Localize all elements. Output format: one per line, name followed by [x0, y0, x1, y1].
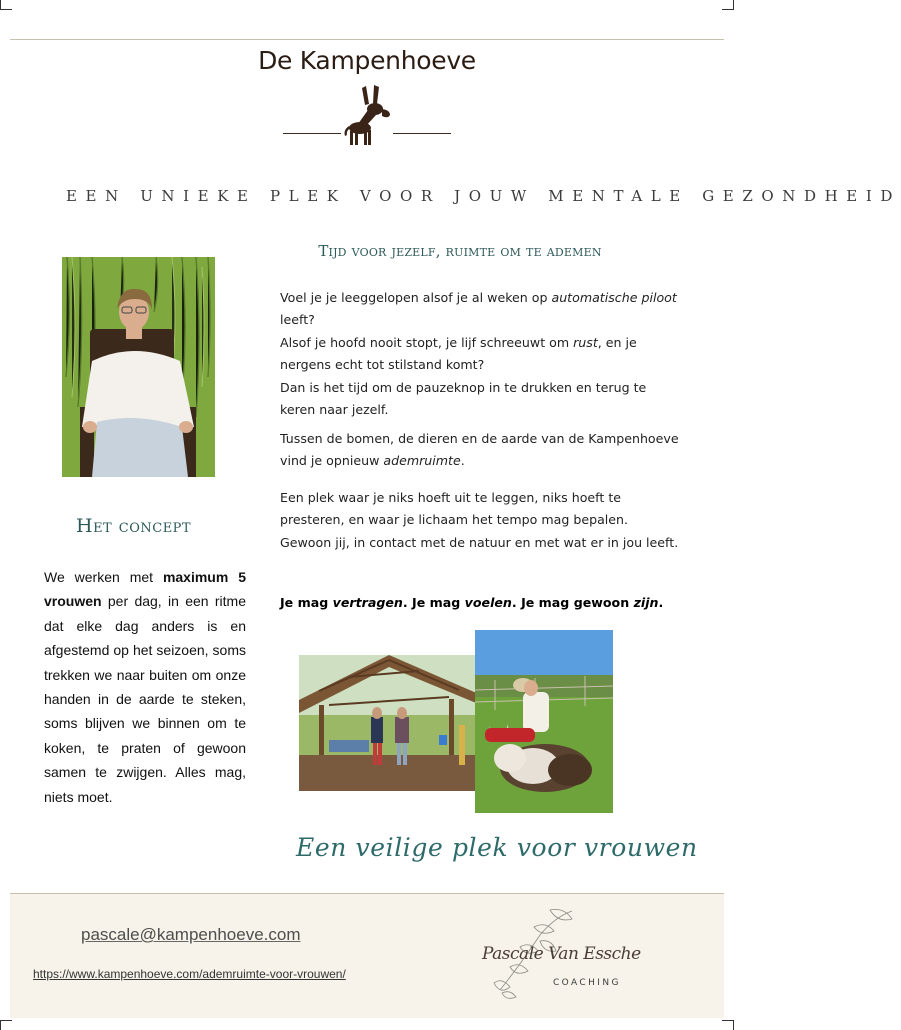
- intro-text: Je mag: [280, 595, 333, 610]
- intro-text: Alsof je hoofd nooit stopt, je lijf schreeuwt om: [280, 334, 574, 350]
- intro-text: Voel je je leeggelopen alsof je al weken op: [280, 290, 552, 305]
- intro-italic: automatische piloot: [551, 290, 677, 305]
- intro-text: . Je mag: [402, 595, 465, 610]
- donkey-icon: [338, 82, 398, 148]
- tagline-row: [50, 183, 901, 209]
- intro-italic: zijn: [633, 595, 659, 610]
- intro-text: .: [460, 453, 465, 469]
- pavilion-photo: [299, 655, 481, 791]
- intro-paragraph-3: Een plek waar je niks hoeft uit te leggen, niks hoeft te presteren, en waar je lichaam het tempo mag bepalen. Gewoon jij, in contact met de natuur en met wat er in jou leeft.: [280, 490, 679, 550]
- website-link[interactable]: https://www.kampenhoeve.com/ademruimte-voor-vrouwen/: [33, 967, 346, 981]
- intro-paragraph-1: [280, 287, 680, 421]
- brand-name: De Kampenhoeve: [258, 46, 476, 75]
- concept-body: [44, 565, 246, 809]
- crop-mark-top-right: [722, 0, 734, 10]
- crop-mark-top-left: [0, 0, 12, 10]
- tagline-text: EEN UNIEKE PLEK VOOR JOUW MENTALE GEZONDHEID: [66, 187, 901, 205]
- header-divider: [10, 39, 724, 40]
- intro-text: Dan is het tijd om de pauzeknop in te drukken en terug te keren naar jezelf.: [280, 379, 647, 418]
- crop-mark-bottom-left: [0, 1020, 12, 1030]
- donkey-photo: [475, 630, 613, 813]
- intro-italic: vertragen: [332, 595, 403, 610]
- logo-rule-left: [283, 133, 341, 134]
- intro-italic: rust: [573, 334, 598, 350]
- intro-paragraph-2: [280, 428, 680, 473]
- intro-paragraph-4: [280, 592, 680, 614]
- logo-rule-right: [393, 133, 451, 134]
- signature-subtitle: COACHING: [553, 978, 621, 988]
- portrait-photo: [62, 257, 215, 477]
- intro-text: leeft?: [280, 312, 315, 328]
- concept-text: per dag, in een ritme dat elke dag anders is en afgestemd op het seizoen, soms trekken we naar buiten om onze handen in de aarde te steken, soms blijven we binnen om te koken, te praten of gewoon samen te zwijgen. Alles mag, niets moet.: [44, 593, 246, 805]
- email-link[interactable]: pascale@kampenhoeve.com: [81, 925, 301, 944]
- intro-text: .: [658, 595, 664, 610]
- intro-text: Tussen de bomen, de dieren en de aarde van de Kampenhoeve vind je opnieuw: [280, 431, 679, 469]
- script-title: Een veilige plek voor vrouwen: [296, 833, 698, 862]
- crop-mark-bottom-right: [722, 1020, 734, 1030]
- intro-text: , en je nergens echt tot stilstand komt?: [280, 334, 637, 373]
- intro-text: . Je mag gewoon: [511, 595, 634, 610]
- concept-text: We werken met: [44, 569, 163, 585]
- intro-italic: ademruimte: [383, 453, 461, 469]
- intro-italic: voelen: [464, 595, 512, 610]
- section-title: Tijd voor jezelf, ruimte om te ademen: [318, 242, 602, 260]
- signature-name: Pascale Van Essche: [482, 944, 641, 964]
- concept-emphasis: maximum 5 vrouwen: [44, 569, 246, 610]
- concept-title: Het concept: [76, 515, 192, 537]
